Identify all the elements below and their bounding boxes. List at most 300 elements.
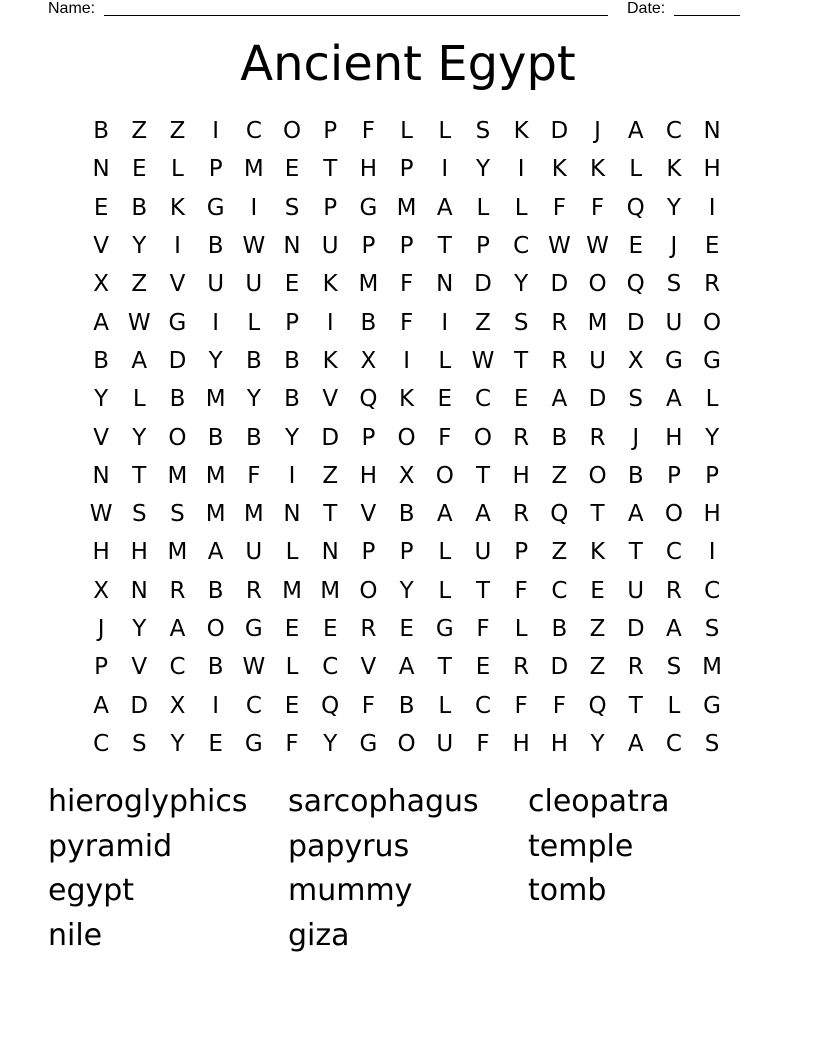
grid-letter[interactable]: P	[208, 156, 223, 183]
grid-letter[interactable]: B	[245, 347, 262, 374]
grid-letter[interactable]: E	[590, 577, 605, 604]
grid-letter[interactable]: V	[360, 654, 377, 681]
grid-letter[interactable]: L	[171, 156, 184, 183]
grid-letter[interactable]: H	[130, 539, 148, 566]
grid-letter[interactable]: O	[588, 462, 607, 489]
grid-letter[interactable]: B	[207, 424, 224, 451]
grid-letter[interactable]: N	[703, 118, 721, 145]
grid-letter[interactable]: A	[93, 692, 109, 719]
grid-letter[interactable]: X	[93, 271, 109, 298]
grid-letter[interactable]: L	[285, 654, 299, 681]
grid-letter[interactable]: K	[169, 194, 186, 221]
grid-letter[interactable]: J	[632, 424, 640, 451]
grid-letter[interactable]: R	[551, 347, 568, 374]
grid-letter[interactable]: E	[513, 386, 529, 413]
grid-letter[interactable]: V	[93, 424, 109, 451]
grid-letter[interactable]: L	[667, 692, 681, 719]
grid-letter[interactable]: F	[247, 462, 261, 489]
grid-letter[interactable]: E	[284, 271, 300, 298]
grid-letter[interactable]: Z	[551, 539, 568, 566]
grid-letter[interactable]: T	[437, 233, 452, 260]
grid-letter[interactable]: Y	[590, 730, 605, 757]
grid-letter[interactable]: A	[627, 501, 644, 528]
grid-letter[interactable]: A	[666, 386, 682, 413]
grid-letter[interactable]: B	[207, 577, 224, 604]
grid-letter[interactable]: Q	[550, 501, 569, 528]
grid-letter[interactable]: O	[664, 501, 683, 528]
grid-letter[interactable]: V	[169, 271, 186, 298]
grid-letter[interactable]: B	[245, 424, 262, 451]
grid-letter[interactable]: S	[666, 271, 682, 298]
grid-letter[interactable]: P	[361, 424, 376, 451]
grid-letter[interactable]: Y	[399, 577, 414, 604]
grid-letter[interactable]: S	[475, 118, 491, 145]
grid-letter[interactable]: F	[552, 692, 566, 719]
grid-letter[interactable]: Y	[170, 730, 185, 757]
grid-letter[interactable]: A	[475, 501, 491, 528]
grid-letter[interactable]: N	[92, 462, 110, 489]
grid-letter[interactable]: B	[398, 692, 415, 719]
grid-letter[interactable]: E	[208, 730, 223, 757]
grid-letter[interactable]: D	[550, 271, 569, 298]
grid-letter[interactable]: C	[665, 539, 682, 566]
grid-letter[interactable]: N	[92, 156, 110, 183]
grid-letter[interactable]: P	[399, 233, 414, 260]
grid-letter[interactable]: G	[703, 347, 721, 374]
grid-letter[interactable]: R	[513, 424, 530, 451]
grid-letter[interactable]: B	[207, 233, 224, 260]
grid-letter[interactable]: B	[551, 616, 568, 642]
grid-letter[interactable]: F	[552, 194, 566, 221]
grid-letter[interactable]: Y	[666, 194, 681, 221]
grid-letter[interactable]: R	[513, 501, 530, 528]
grid-letter[interactable]: M	[243, 156, 264, 183]
grid-letter[interactable]: C	[665, 730, 682, 757]
grid-letter[interactable]: Z	[131, 118, 148, 145]
grid-letter[interactable]: U	[245, 539, 263, 566]
grid-letter[interactable]: B	[398, 501, 415, 528]
grid-letter[interactable]: F	[399, 271, 414, 298]
grid-letter[interactable]: Z	[589, 616, 606, 642]
grid-letter[interactable]: K	[513, 118, 529, 145]
grid-letter[interactable]: B	[284, 347, 300, 374]
grid-letter[interactable]: F	[514, 692, 528, 719]
grid-letter[interactable]: Z	[322, 462, 339, 489]
grid-letter[interactable]: F	[590, 194, 605, 221]
date-field-line[interactable]	[674, 15, 740, 16]
grid-letter[interactable]: T	[514, 347, 529, 374]
grid-letter[interactable]: I	[708, 194, 716, 221]
grid-letter[interactable]: Z	[475, 309, 491, 336]
grid-letter[interactable]: C	[474, 386, 491, 413]
grid-letter[interactable]: D	[550, 654, 569, 681]
grid-letter[interactable]: S	[131, 501, 147, 528]
grid-letter[interactable]: D	[626, 616, 645, 642]
grid-letter[interactable]: Q	[588, 692, 607, 719]
grid-letter[interactable]: H	[703, 156, 721, 183]
grid-letter[interactable]: E	[284, 616, 300, 642]
grid-letter[interactable]: S	[628, 386, 644, 413]
grid-letter[interactable]: L	[132, 386, 146, 413]
grid-letter[interactable]: S	[704, 730, 720, 757]
grid-letter[interactable]: Y	[208, 347, 223, 374]
grid-letter[interactable]: L	[438, 539, 452, 566]
grid-letter[interactable]: F	[514, 577, 528, 604]
grid-letter[interactable]: N	[436, 271, 454, 298]
grid-letter[interactable]: J	[97, 616, 105, 642]
grid-letter[interactable]: X	[93, 577, 109, 604]
grid-letter[interactable]: A	[398, 654, 415, 681]
grid-letter[interactable]: N	[283, 233, 301, 260]
grid-letter[interactable]: H	[359, 462, 378, 489]
grid-letter[interactable]: L	[438, 347, 452, 374]
grid-letter[interactable]: C	[245, 692, 262, 719]
grid-letter[interactable]: D	[550, 118, 569, 145]
grid-letter[interactable]: I	[326, 309, 334, 336]
grid-letter[interactable]: K	[551, 156, 567, 183]
grid-letter[interactable]: A	[551, 386, 568, 413]
grid-letter[interactable]: P	[361, 539, 376, 566]
grid-letter[interactable]: B	[131, 194, 148, 221]
grid-letter[interactable]: K	[589, 539, 606, 566]
grid-letter[interactable]: A	[207, 539, 224, 566]
grid-letter[interactable]: K	[322, 347, 338, 374]
grid-letter[interactable]: Y	[323, 730, 338, 757]
grid-letter[interactable]: I	[250, 194, 258, 221]
grid-letter[interactable]: A	[627, 118, 644, 145]
grid-letter[interactable]: Y	[475, 156, 490, 183]
grid-letter[interactable]: I	[212, 692, 220, 719]
grid-letter[interactable]: E	[475, 654, 491, 681]
grid-letter[interactable]: A	[169, 616, 186, 642]
grid-letter[interactable]: M	[205, 386, 226, 413]
grid-letter[interactable]: C	[93, 730, 110, 757]
grid-letter[interactable]: R	[704, 271, 721, 298]
grid-letter[interactable]: C	[169, 654, 186, 681]
grid-letter[interactable]: L	[438, 118, 452, 145]
grid-letter[interactable]: L	[514, 616, 528, 642]
grid-letter[interactable]: L	[400, 118, 413, 145]
grid-letter[interactable]: L	[705, 386, 719, 413]
grid-letter[interactable]: B	[207, 654, 224, 681]
grid-letter[interactable]: I	[441, 309, 449, 336]
name-field-line[interactable]	[104, 15, 608, 16]
grid-letter[interactable]: P	[323, 194, 338, 221]
grid-letter[interactable]: E	[399, 616, 414, 642]
grid-letter[interactable]: C	[665, 118, 682, 145]
grid-letter[interactable]: I	[441, 156, 449, 183]
grid-letter[interactable]: Y	[514, 271, 529, 298]
grid-letter[interactable]: I	[212, 118, 220, 145]
grid-letter[interactable]: O	[359, 577, 378, 604]
grid-letter[interactable]: A	[627, 730, 644, 757]
grid-letter[interactable]: L	[514, 194, 528, 221]
grid-letter[interactable]: M	[320, 577, 341, 604]
grid-letter[interactable]: W	[127, 309, 151, 336]
grid-letter[interactable]: C	[474, 692, 491, 719]
grid-letter[interactable]: P	[514, 539, 529, 566]
grid-letter[interactable]: S	[704, 616, 720, 642]
grid-letter[interactable]: E	[437, 386, 453, 413]
grid-letter[interactable]: G	[703, 692, 721, 719]
grid-letter[interactable]: U	[627, 577, 645, 604]
grid-letter[interactable]: T	[628, 539, 643, 566]
grid-letter[interactable]: M	[167, 539, 188, 566]
grid-letter[interactable]: P	[285, 309, 299, 336]
grid-letter[interactable]: S	[131, 730, 147, 757]
grid-letter[interactable]: I	[708, 539, 716, 566]
grid-letter[interactable]: C	[551, 577, 568, 604]
grid-letter[interactable]: Y	[94, 386, 109, 413]
grid-letter[interactable]: H	[92, 539, 110, 566]
grid-letter[interactable]: O	[282, 118, 302, 145]
grid-letter[interactable]: U	[474, 539, 492, 566]
grid-letter[interactable]: X	[169, 692, 186, 719]
grid-letter[interactable]: F	[285, 730, 299, 757]
grid-letter[interactable]: H	[665, 424, 683, 451]
grid-letter[interactable]: Y	[705, 424, 720, 451]
grid-letter[interactable]: F	[438, 424, 452, 451]
grid-letter[interactable]: Q	[626, 194, 645, 221]
grid-letter[interactable]: Z	[551, 462, 568, 489]
grid-letter[interactable]: N	[321, 539, 339, 566]
grid-letter[interactable]: A	[436, 194, 453, 221]
grid-letter[interactable]: C	[245, 118, 262, 145]
grid-row	[82, 495, 732, 533]
grid-letter[interactable]: V	[131, 654, 148, 681]
grid-letter[interactable]: H	[512, 462, 530, 489]
grid-letter[interactable]: R	[665, 577, 682, 604]
grid-letter[interactable]: O	[206, 616, 225, 642]
grid-letter[interactable]: F	[361, 692, 376, 719]
grid-letter[interactable]: R	[245, 577, 262, 604]
grid-letter[interactable]: F	[476, 616, 490, 642]
grid-letter[interactable]: E	[284, 692, 300, 719]
grid-letter[interactable]: C	[704, 577, 721, 604]
grid-letter[interactable]: T	[323, 156, 338, 183]
grid-letter[interactable]: K	[666, 156, 682, 183]
grid-letter[interactable]: Y	[285, 424, 300, 451]
grid-letter[interactable]: D	[321, 424, 340, 451]
grid-letter[interactable]: A	[93, 309, 109, 336]
grid-letter[interactable]: Y	[246, 386, 261, 413]
grid-letter[interactable]: I	[403, 347, 410, 374]
grid-letter[interactable]: G	[168, 309, 187, 336]
grid-letter[interactable]: T	[475, 577, 490, 604]
grid-letter[interactable]: T	[475, 462, 490, 489]
word-bank-item: egypt	[48, 873, 135, 909]
grid-letter[interactable]: B	[93, 118, 109, 145]
grid-letter[interactable]: V	[93, 233, 109, 260]
grid-letter[interactable]: K	[399, 386, 415, 413]
grid-letter[interactable]: C	[322, 654, 339, 681]
grid-letter[interactable]: R	[360, 616, 377, 642]
grid-row	[82, 227, 732, 265]
grid-letter[interactable]: O	[168, 424, 187, 451]
grid-letter[interactable]: E	[322, 616, 338, 642]
grid-letter[interactable]: Z	[169, 118, 186, 145]
grid-row	[82, 610, 732, 648]
grid-letter[interactable]: S	[284, 194, 300, 221]
grid-letter[interactable]: Z	[589, 654, 606, 681]
grid-letter[interactable]: S	[666, 654, 682, 681]
grid-letter[interactable]: W	[586, 233, 609, 260]
grid-letter[interactable]: P	[323, 118, 338, 145]
grid-letter[interactable]: K	[322, 271, 338, 298]
grid-letter[interactable]: F	[399, 309, 414, 336]
grid-letter[interactable]: P	[399, 539, 414, 566]
grid-letter[interactable]: P	[666, 462, 681, 489]
grid-letter[interactable]: D	[168, 347, 187, 374]
grid-letter[interactable]: Y	[132, 233, 147, 260]
grid-letter[interactable]: M	[282, 577, 302, 604]
grid-letter[interactable]: U	[207, 271, 225, 298]
grid-letter[interactable]: M	[587, 309, 608, 336]
grid-letter[interactable]: O	[435, 462, 454, 489]
grid-letter[interactable]: E	[704, 233, 720, 260]
grid-letter[interactable]: R	[589, 424, 606, 451]
grid-letter[interactable]: H	[550, 730, 568, 757]
word-bank-item: tomb	[528, 873, 607, 909]
grid-letter[interactable]: X	[398, 462, 415, 489]
grid-letter[interactable]: D	[626, 309, 645, 336]
grid-letter[interactable]: M	[358, 271, 379, 298]
grid-letter[interactable]: B	[284, 386, 300, 413]
grid-letter[interactable]: G	[435, 616, 454, 642]
grid-letter[interactable]: W	[471, 347, 495, 374]
grid-letter[interactable]: O	[473, 424, 493, 451]
grid-letter[interactable]: P	[94, 654, 109, 681]
grid-letter[interactable]: Z	[131, 271, 148, 298]
grid-letter[interactable]: B	[551, 424, 568, 451]
grid-letter[interactable]: D	[588, 386, 607, 413]
grid-letter[interactable]: R	[513, 654, 530, 681]
grid-letter[interactable]: I	[174, 233, 181, 260]
word-bank-item: mummy	[288, 873, 413, 909]
grid-letter[interactable]: W	[547, 233, 571, 260]
grid-letter[interactable]: N	[130, 577, 148, 604]
grid-letter[interactable]: A	[666, 616, 682, 642]
grid-letter[interactable]: O	[588, 271, 607, 298]
grid-letter[interactable]: J	[594, 118, 601, 145]
grid-letter[interactable]: A	[131, 347, 148, 374]
grid-letter[interactable]: W	[242, 654, 266, 681]
grid-letter[interactable]: T	[590, 501, 605, 528]
grid-letter[interactable]: F	[361, 118, 376, 145]
grid-row	[82, 265, 732, 303]
grid-letter[interactable]: U	[321, 233, 339, 260]
grid-letter[interactable]: L	[285, 539, 299, 566]
grid-letter[interactable]: E	[93, 194, 109, 221]
grid-letter[interactable]: H	[703, 501, 721, 528]
grid-letter[interactable]: R	[627, 654, 644, 681]
grid-letter[interactable]: M	[243, 501, 264, 528]
grid-letter[interactable]: X	[360, 347, 377, 374]
grid-letter[interactable]: T	[437, 654, 452, 681]
grid-letter[interactable]: M	[702, 654, 723, 681]
grid-letter[interactable]: K	[589, 156, 606, 183]
grid-letter[interactable]: U	[436, 730, 454, 757]
grid-letter[interactable]: D	[130, 692, 149, 719]
grid-letter[interactable]: Q	[321, 692, 340, 719]
grid-letter[interactable]: W	[89, 501, 113, 528]
grid-letter[interactable]: M	[205, 462, 226, 489]
grid-letter[interactable]: G	[664, 347, 683, 374]
grid-letter[interactable]: U	[245, 271, 263, 298]
grid-letter[interactable]: T	[132, 462, 147, 489]
grid-letter[interactable]: T	[323, 501, 338, 528]
word-bank-item: giza	[288, 918, 350, 954]
grid-letter[interactable]: H	[359, 156, 378, 183]
grid-letter[interactable]: F	[476, 730, 490, 757]
grid-letter[interactable]: B	[93, 347, 109, 374]
grid-letter[interactable]: P	[361, 233, 376, 260]
grid-letter[interactable]: L	[476, 194, 490, 221]
grid-letter[interactable]: G	[244, 616, 263, 642]
grid-letter[interactable]: Y	[132, 616, 147, 642]
grid-letter[interactable]: T	[628, 692, 643, 719]
grid-letter[interactable]: Q	[359, 386, 378, 413]
grid-letter[interactable]: Y	[132, 424, 147, 451]
grid-letter[interactable]: P	[399, 156, 414, 183]
grid-letter[interactable]: P	[705, 462, 720, 489]
grid-letter[interactable]: G	[244, 730, 263, 757]
grid-letter[interactable]: H	[512, 730, 530, 757]
grid-letter[interactable]: O	[397, 424, 416, 451]
grid-letter[interactable]: N	[283, 501, 301, 528]
grid-letter[interactable]: I	[517, 156, 525, 183]
grid-letter[interactable]: B	[360, 309, 377, 336]
grid-letter[interactable]: M	[167, 462, 188, 489]
grid-letter[interactable]: L	[247, 309, 261, 336]
grid-letter[interactable]: C	[513, 233, 530, 260]
grid-letter[interactable]: S	[170, 501, 185, 528]
grid-letter[interactable]: U	[589, 347, 606, 374]
grid-letter[interactable]: R	[169, 577, 186, 604]
grid-letter[interactable]: E	[284, 156, 300, 183]
grid-letter[interactable]: V	[322, 386, 339, 413]
grid-letter[interactable]: V	[360, 501, 377, 528]
grid-letter[interactable]: O	[397, 730, 416, 757]
grid-letter[interactable]: D	[474, 271, 492, 298]
grid-letter[interactable]: Q	[626, 271, 645, 298]
grid-letter[interactable]: R	[551, 309, 568, 336]
grid-letter[interactable]: G	[206, 194, 225, 221]
word-bank-item: temple	[528, 828, 634, 864]
grid-letter[interactable]: A	[436, 501, 453, 528]
grid-letter[interactable]: L	[438, 577, 452, 604]
grid-letter[interactable]: O	[703, 309, 722, 336]
grid-letter[interactable]: G	[359, 730, 378, 757]
grid-letter[interactable]: L	[438, 692, 452, 719]
grid-letter[interactable]: B	[627, 462, 644, 489]
grid-letter[interactable]: X	[627, 347, 644, 374]
grid-letter[interactable]: I	[212, 309, 220, 336]
grid-letter[interactable]: E	[628, 233, 643, 260]
grid-letter[interactable]: M	[205, 501, 226, 528]
grid-letter[interactable]: B	[169, 386, 186, 413]
grid-letter[interactable]: W	[242, 233, 266, 260]
grid-letter[interactable]: P	[476, 233, 490, 260]
grid-letter[interactable]: I	[288, 462, 296, 489]
grid-letter[interactable]: J	[670, 233, 678, 260]
grid-letter[interactable]: G	[359, 194, 378, 221]
grid-letter[interactable]: L	[629, 156, 643, 183]
grid-letter[interactable]: E	[132, 156, 147, 183]
grid-letter[interactable]: U	[665, 309, 683, 336]
grid-letter[interactable]: M	[396, 194, 417, 221]
grid-letter[interactable]: S	[513, 309, 529, 336]
